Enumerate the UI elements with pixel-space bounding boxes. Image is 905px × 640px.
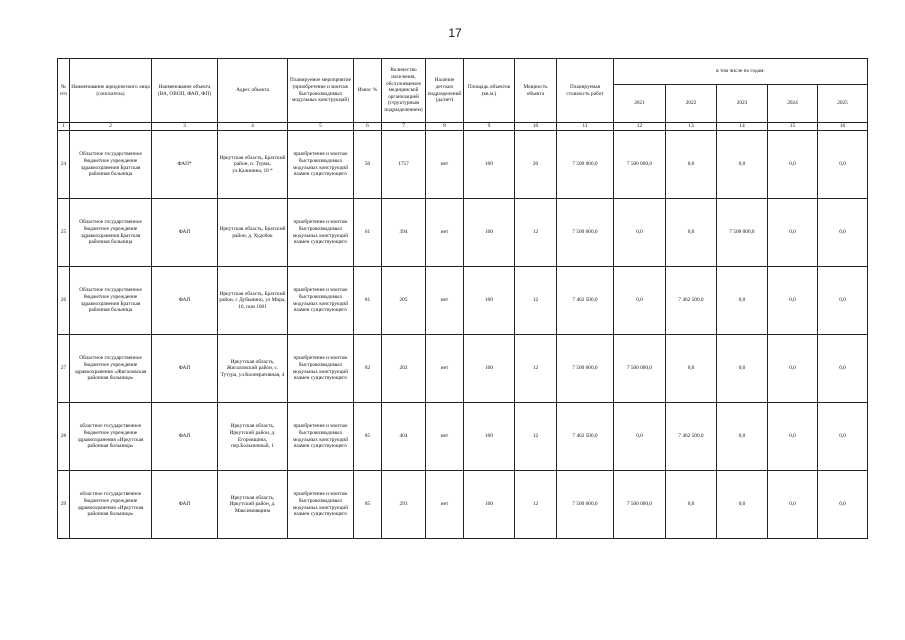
header-cell: Износ % [354, 59, 382, 123]
planned-cost: 7 500 000,0 [557, 471, 614, 539]
header-cell: Планируемое мероприятие (приобретение и монтаж быстровозводимых модульных конструкций) [288, 59, 354, 123]
object-area: 100 [464, 471, 515, 539]
wear-percent: 50 [354, 131, 382, 199]
header-cell: Площадь объектов (кв.м.) [464, 59, 515, 123]
population: 404 [382, 403, 426, 471]
table-row [58, 267, 868, 335]
column-index: 10 [515, 123, 557, 131]
children-units: нет [426, 199, 464, 267]
population: 205 [382, 267, 426, 335]
planned-cost: 7 462 500,0 [557, 267, 614, 335]
facilities-table [57, 58, 868, 539]
row-number: 24 [58, 131, 70, 199]
object-area: 100 [464, 267, 515, 335]
object-area: 100 [464, 335, 515, 403]
wear-percent: 85 [354, 471, 382, 539]
cost-2025: 0,0 [818, 199, 868, 267]
planned-cost: 7 500 000,0 [557, 335, 614, 403]
table-row [58, 335, 868, 403]
year-header: 2025 [818, 85, 868, 123]
object-type: ФАП [152, 267, 218, 335]
header-cell: Адрес объекта [218, 59, 288, 123]
cost-2025: 0,0 [818, 131, 868, 199]
children-units: нет [426, 403, 464, 471]
cost-2022: 0,0 [666, 471, 717, 539]
entity-name: Областное государственное бюджетное учреждение здравоохранения «Жигаловская районная больница» [70, 335, 152, 403]
header-cell: Количество населения, обслуживаемое медицинской организацией (структурным подразделением) [382, 59, 426, 123]
wear-percent: 81 [354, 267, 382, 335]
column-index: 3 [152, 123, 218, 131]
cost-2024: 0,0 [768, 335, 818, 403]
object-type: ФАП [152, 335, 218, 403]
column-index: 5 [288, 123, 354, 131]
cost-2021: 7 500 000,0 [614, 471, 666, 539]
cost-2023: 0,0 [717, 471, 768, 539]
cost-2021: 0,0 [614, 199, 666, 267]
entity-name: областное государственное бюджетное учреждение здравоохранения «Иркутская районная больница» [70, 471, 152, 539]
header-cell: Планируемая стоимость работ [557, 59, 614, 123]
cost-2022: 0,0 [666, 131, 717, 199]
column-index: 9 [464, 123, 515, 131]
header-cell: Мощность объекта [515, 59, 557, 123]
population: 1757 [382, 131, 426, 199]
row-number: 29 [58, 471, 70, 539]
children-units: нет [426, 471, 464, 539]
population: 394 [382, 199, 426, 267]
cost-2022: 0,0 [666, 199, 717, 267]
header-cell: № п/п [58, 59, 70, 123]
year-header: 2021 [614, 85, 666, 123]
cost-2023: 0,0 [717, 131, 768, 199]
table-row [58, 131, 868, 199]
entity-name: Областное государственное бюджетное учреждение здравоохранения Братская районная больница [70, 199, 152, 267]
children-units: нет [426, 335, 464, 403]
children-units: нет [426, 131, 464, 199]
year-header: 2024 [768, 85, 818, 123]
entity-name: Областное государственное бюджетное учреждение здравоохранения Братская районная больница [70, 131, 152, 199]
cost-2024: 0,0 [768, 471, 818, 539]
table-row [58, 471, 868, 539]
cost-2022: 7 462 500,0 [666, 267, 717, 335]
planned-event: приобретение и монтаж быстровозводимых модульных конструкций взамен существующего [288, 199, 354, 267]
children-units: нет [426, 267, 464, 335]
column-index: 4 [218, 123, 288, 131]
planned-event: приобретение и монтаж быстровозводимых модульных конструкций взамен существующего [288, 403, 354, 471]
population: 202 [382, 335, 426, 403]
cost-2025: 0,0 [818, 403, 868, 471]
cost-2021: 0,0 [614, 267, 666, 335]
planned-cost: 7 500 000,0 [557, 131, 614, 199]
cost-2025: 0,0 [818, 267, 868, 335]
cost-2025: 0,0 [818, 471, 868, 539]
object-area: 100 [464, 199, 515, 267]
table-row [58, 403, 868, 471]
column-index: 8 [426, 123, 464, 131]
object-capacity: 12 [515, 199, 557, 267]
row-number: 28 [58, 403, 70, 471]
object-capacity: 12 [515, 403, 557, 471]
object-address: Иркутская область, Жигаловский район, с. Тутура, ул.Кооперативная, 4 [218, 335, 288, 403]
object-capacity: 12 [515, 267, 557, 335]
year-header: 2022 [666, 85, 717, 123]
object-address: Иркутская область, Иркутский район, д. Максимовщина [218, 471, 288, 539]
cost-2024: 0,0 [768, 403, 818, 471]
wear-percent: 61 [354, 199, 382, 267]
planned-event: приобретение и монтаж быстровозводимых модульных конструкций взамен существующего [288, 471, 354, 539]
entity-name: Областное государственное бюджетное учреждение здравоохранения Братская районная больница [70, 267, 152, 335]
row-number: 25 [58, 199, 70, 267]
header-cell: Наличие детских подразделений (да/нет) [426, 59, 464, 123]
planned-cost: 7 500 000,0 [557, 199, 614, 267]
cost-2024: 0,0 [768, 199, 818, 267]
wear-percent: 82 [354, 335, 382, 403]
planned-cost: 7 462 500,0 [557, 403, 614, 471]
cost-2021: 7 500 000,0 [614, 335, 666, 403]
column-index: 12 [614, 123, 666, 131]
planned-event: приобретение и монтаж быстровозводимых модульных конструкций взамен существующего [288, 267, 354, 335]
cost-2024: 0,0 [768, 131, 818, 199]
cost-2023: 7 500 000,0 [717, 199, 768, 267]
object-area: 100 [464, 403, 515, 471]
header-cell: Наименование объекта (ВА, ОВОП, ФАП, ФП) [152, 59, 218, 123]
object-address: Иркутская область, Иркутский район, д. Егоровщина, пер.Больничный, 1 [218, 403, 288, 471]
cost-2022: 7 462 500,0 [666, 403, 717, 471]
object-type: ФАП [152, 403, 218, 471]
column-index: 7 [382, 123, 426, 131]
object-capacity: 12 [515, 335, 557, 403]
object-type: ФАП [152, 199, 218, 267]
year-header: 2023 [717, 85, 768, 123]
object-address: Иркутская область, Братский район, с Дубынино, ул Мира, 10, пом 1001 [218, 267, 288, 335]
cost-2024: 0,0 [768, 267, 818, 335]
object-address: Иркутская область, Братский район, д. Худобок [218, 199, 288, 267]
object-address: Иркутская область, Братский район, п. Турма, ул.Калинина, 18 * [218, 131, 288, 199]
object-type: ФАП [152, 471, 218, 539]
row-number: 27 [58, 335, 70, 403]
page-number: 17 [448, 26, 462, 40]
planned-event: приобретение и монтаж быстровозводимых модульных конструкций взамен существующего [288, 131, 354, 199]
column-index: 16 [818, 123, 868, 131]
wear-percent: 85 [354, 403, 382, 471]
column-index: 6 [354, 123, 382, 131]
header-row [58, 59, 868, 85]
column-index-row [58, 123, 868, 131]
object-capacity: 20 [515, 131, 557, 199]
population: 293 [382, 471, 426, 539]
planned-event: приобретение и монтаж быстровозводимых модульных конструкций взамен существующего [288, 335, 354, 403]
cost-2023: 0,0 [717, 267, 768, 335]
object-type: ФАП* [152, 131, 218, 199]
column-index: 14 [717, 123, 768, 131]
object-capacity: 12 [515, 471, 557, 539]
column-index: 2 [70, 123, 152, 131]
entity-name: областное государственное бюджетное учреждение здравоохранения «Иркутская районная больница» [70, 403, 152, 471]
cost-2021: 7 500 000,0 [614, 131, 666, 199]
column-index: 13 [666, 123, 717, 131]
years-caption: в том числе по годам: [614, 59, 868, 85]
header-cell: Наименование юридического лица (соискатель) [70, 59, 152, 123]
cost-2021: 0,0 [614, 403, 666, 471]
column-index: 1 [58, 123, 70, 131]
row-number: 26 [58, 267, 70, 335]
table-row [58, 199, 868, 267]
cost-2023: 0,0 [717, 403, 768, 471]
cost-2025: 0,0 [818, 335, 868, 403]
cost-2022: 0,0 [666, 335, 717, 403]
object-area: 100 [464, 131, 515, 199]
cost-2023: 0,0 [717, 335, 768, 403]
column-index: 15 [768, 123, 818, 131]
column-index: 11 [557, 123, 614, 131]
